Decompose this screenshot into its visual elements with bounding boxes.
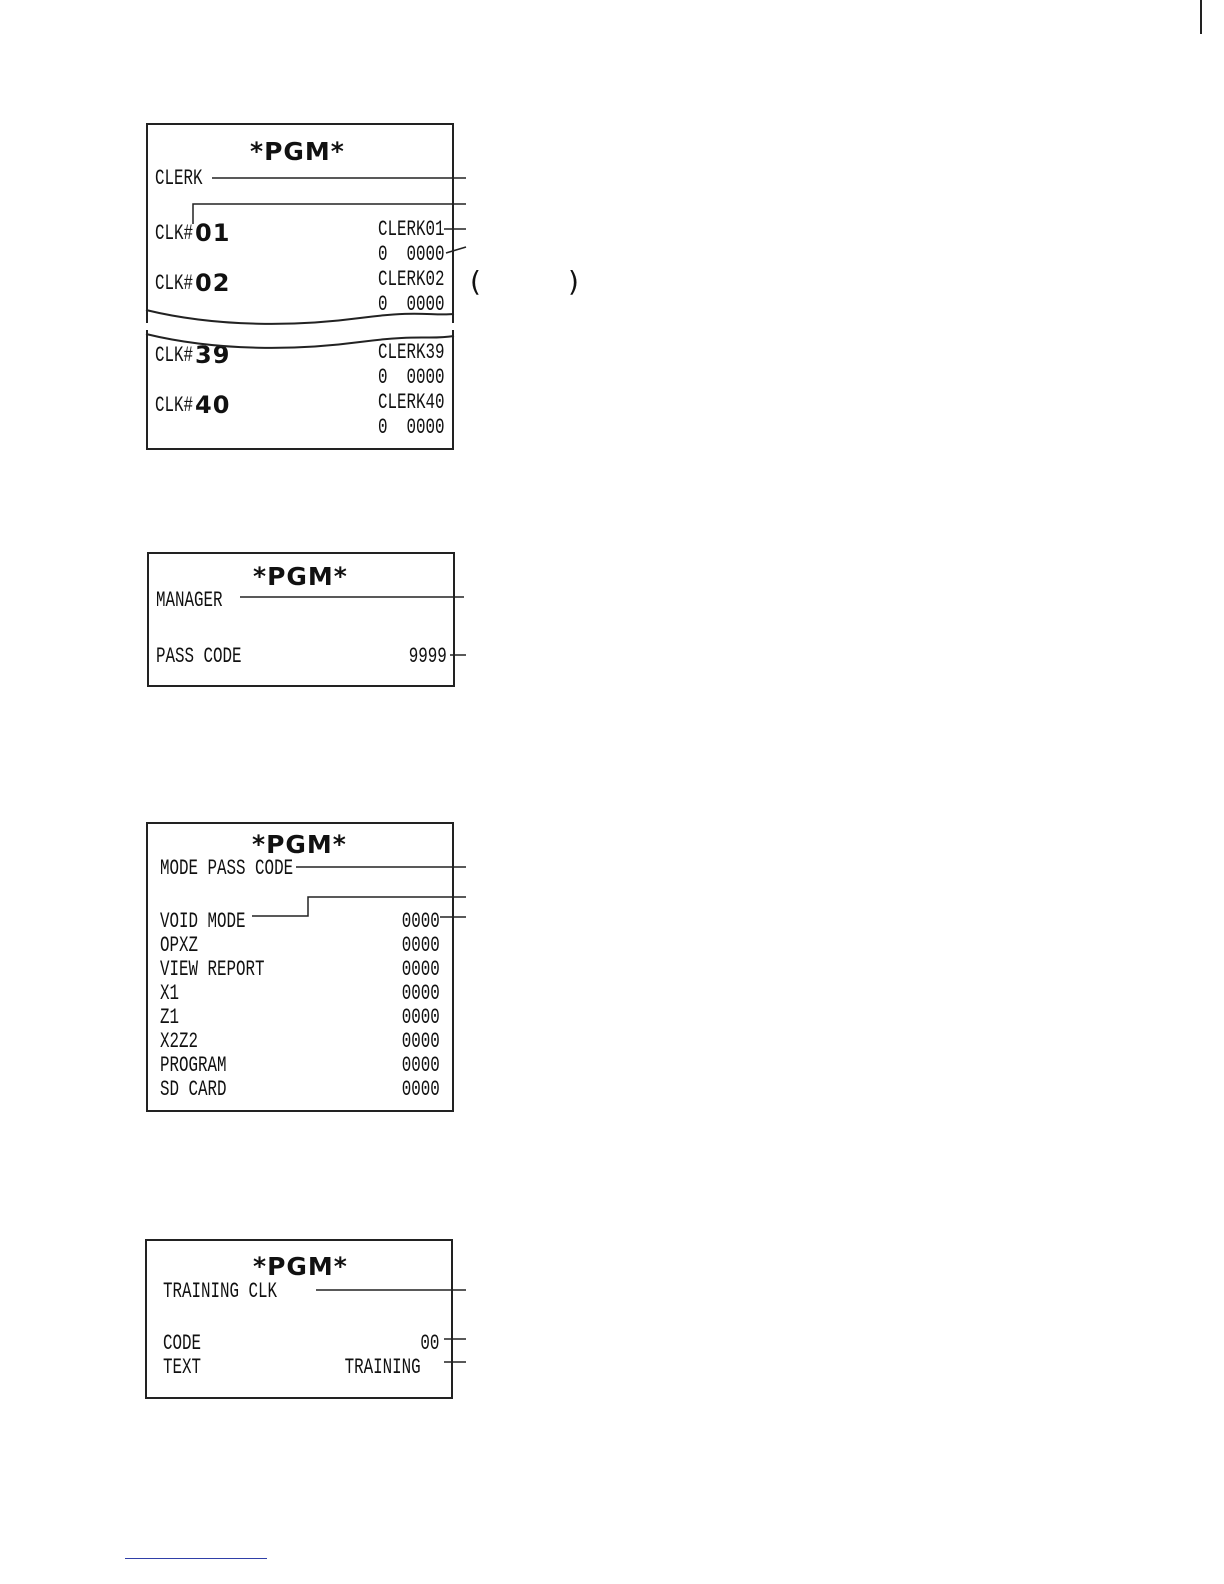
clerk-title: CLERK — [155, 166, 203, 191]
mode-row-label: Z1 — [160, 1005, 180, 1030]
clerk-row-40-num: 40 — [195, 391, 231, 419]
mode-row-value: 0000 — [401, 1029, 440, 1054]
mode-row-label: OPXZ — [160, 933, 199, 958]
text-value: TRAINING — [344, 1355, 421, 1380]
clerk-row-2-codes: 0 0000 — [378, 292, 445, 317]
paren-open: ( — [470, 265, 481, 298]
clerk-receipt-bottom — [146, 330, 454, 450]
mode-row-value: 0000 — [401, 1005, 440, 1030]
mode-row-label: SD CARD — [160, 1077, 227, 1102]
mode-row-label: VIEW REPORT — [160, 957, 265, 982]
pass-code-label: PASS CODE — [156, 644, 242, 669]
clerk-row-2-name: CLERK02 — [378, 267, 445, 292]
footer-link-underline — [125, 1558, 267, 1559]
clerk-row-1-codes: 0 0000 — [378, 242, 445, 267]
clerk-receipt-top — [146, 123, 454, 323]
manager-receipt — [147, 552, 455, 687]
code-value: 00 — [419, 1331, 439, 1356]
pass-code-value: 9999 — [408, 644, 447, 669]
receipt-header: *PGM* — [252, 830, 347, 859]
paren-close: ) — [568, 265, 579, 298]
page-edge-mark — [1200, 0, 1202, 34]
mode-row-value: 0000 — [401, 981, 440, 1006]
clerk-row-1-num: 01 — [195, 219, 231, 247]
clerk-row-1-prefix: CLK# — [155, 221, 194, 246]
receipt-header: *PGM* — [250, 137, 345, 166]
code-label: CODE — [163, 1331, 202, 1356]
mode-row-value: 0000 — [401, 1053, 440, 1078]
mode-row-label: VOID MODE — [160, 909, 246, 934]
clerk-row-39-codes: 0 0000 — [378, 365, 445, 390]
mode-row-value: 0000 — [401, 909, 440, 934]
mode-title: MODE PASS CODE — [160, 856, 294, 881]
mode-row-label: X2Z2 — [160, 1029, 199, 1054]
training-title: TRAINING CLK — [163, 1279, 278, 1304]
mode-row-label: X1 — [160, 981, 180, 1006]
clerk-row-2-num: 02 — [195, 269, 231, 297]
clerk-row-40-codes: 0 0000 — [378, 415, 445, 440]
mode-row-value: 0000 — [401, 957, 440, 982]
text-label: TEXT — [163, 1355, 202, 1380]
clerk-row-39-prefix: CLK# — [155, 343, 194, 368]
receipt-header: *PGM* — [253, 1252, 348, 1281]
receipt-header: *PGM* — [253, 562, 348, 591]
manager-title: MANAGER — [156, 588, 223, 613]
mode-row-label: PROGRAM — [160, 1053, 227, 1078]
mode-pass-code-receipt — [146, 822, 454, 1112]
clerk-row-1-name: CLERK01 — [378, 217, 445, 242]
clerk-row-40-prefix: CLK# — [155, 393, 194, 418]
clerk-row-39-num: 39 — [195, 341, 231, 369]
clerk-row-40-name: CLERK40 — [378, 390, 445, 415]
training-clerk-receipt — [145, 1239, 453, 1399]
clerk-row-39-name: CLERK39 — [378, 340, 445, 365]
mode-row-value: 0000 — [401, 933, 440, 958]
mode-row-value: 0000 — [401, 1077, 440, 1102]
clerk-row-2-prefix: CLK# — [155, 271, 194, 296]
